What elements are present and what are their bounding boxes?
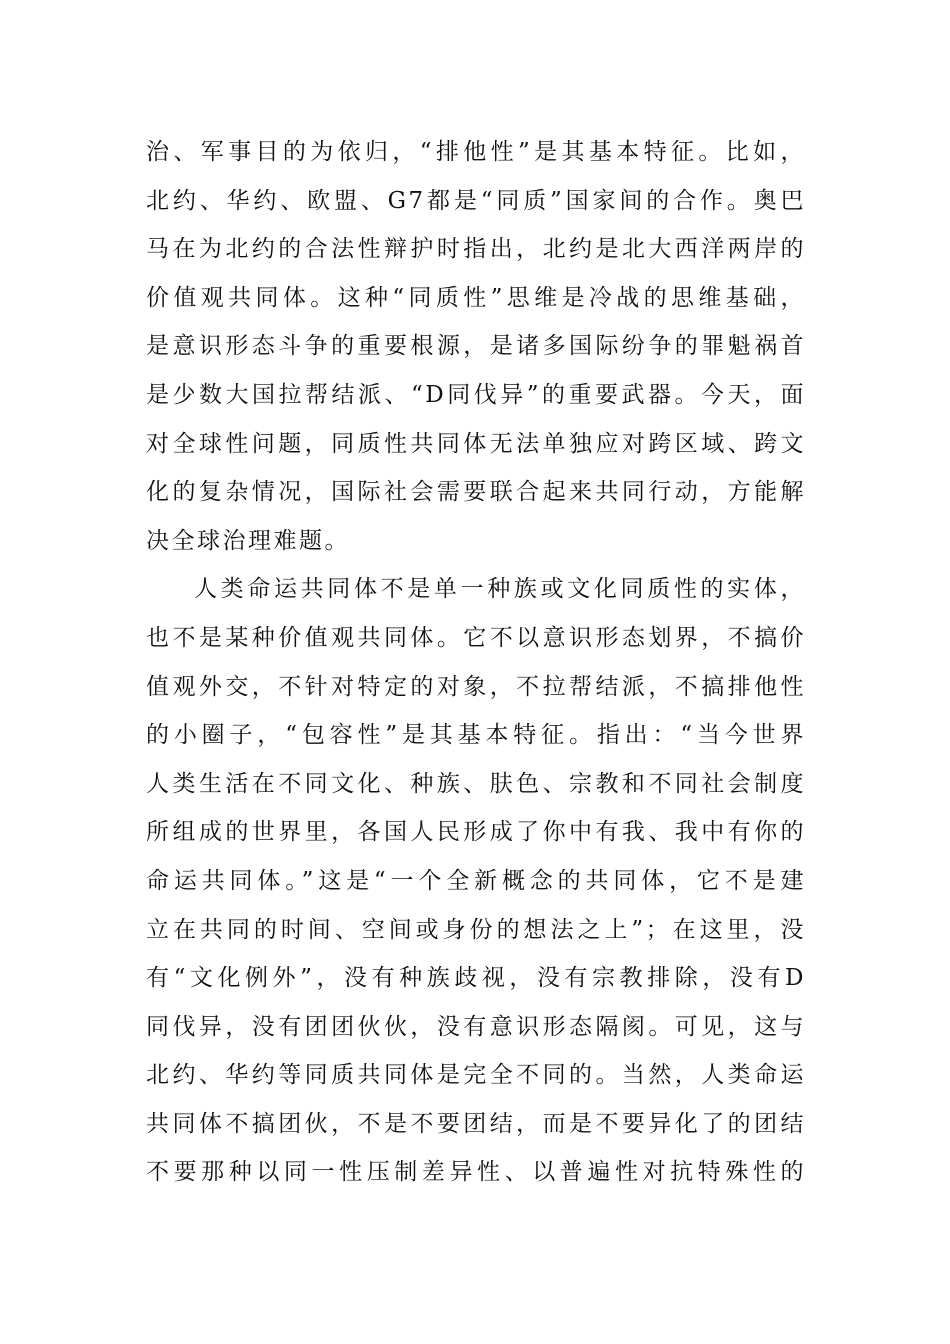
body-text	[146, 128, 806, 1197]
text-line-8: 化的复杂情况，国际社会需要联合起来共同行动，方能解	[146, 479, 806, 506]
text-line-5: 是意识形态斗争的重要根源，是诸多国际纷争的罪魁祸首	[146, 333, 806, 360]
text-line-18: 有“文化例外”，没有种族歧视，没有宗教排除，没有D	[146, 965, 806, 992]
text-line-4: 价值观共同体。这种“同质性”思维是冷战的思维基础，	[146, 284, 806, 311]
text-line-15: 所组成的世界里，各国人民形成了你中有我、我中有你的	[146, 819, 806, 846]
text-line-1: 治、军事目的为依归，“排他性”是其基本特征。比如，	[146, 139, 806, 165]
text-line-6: 是少数大国拉帮结派、“D同伐异”的重要武器。今天，面	[146, 381, 806, 408]
text-line-7: 对全球性问题，同质性共同体无法单独应对跨区域、跨文	[146, 430, 806, 457]
text-line-12: 值观外交，不针对特定的对象，不拉帮结派，不搞排他性	[146, 673, 806, 700]
text-line-21: 共同体不搞团伙，不是不要团结，而是不要异化了的团结	[146, 1110, 806, 1137]
text-line-2: 北约、华约、欧盟、G7都是“同质”国家间的合作。奥巴	[146, 187, 806, 214]
text-line-17: 立在共同的时间、空间或身份的想法之上”；在这里，没	[146, 916, 806, 943]
text-line-13: 的小圈子，“包容性”是其基本特征。指出：“当今世界	[146, 722, 806, 749]
text-line-3: 马在为北约的合法性辩护时指出，北约是北大西洋两岸的	[146, 236, 806, 263]
text-line-20: 北约、华约等同质共同体是完全不同的。当然，人类命运	[146, 1062, 806, 1089]
text-line-22: 不要那种以同一性压制差异性、以普遍性对抗特殊性的	[146, 1159, 806, 1186]
text-line-11: 也不是某种价值观共同体。它不以意识形态划界，不搞价	[146, 624, 806, 651]
text-line-10: 人类命运共同体不是单一种族或文化同质性的实体，	[194, 576, 806, 603]
text-line-14: 人类生活在不同文化、种族、肤色、宗教和不同社会制度	[146, 770, 806, 797]
text-line-16: 命运共同体。”这是“一个全新概念的共同体，它不是建	[146, 867, 806, 894]
text-line-19: 同伐异，没有团团伙伙，没有意识形态隔阂。可见，这与	[146, 1013, 806, 1040]
text-line-9: 决全球治理难题。	[146, 527, 350, 554]
